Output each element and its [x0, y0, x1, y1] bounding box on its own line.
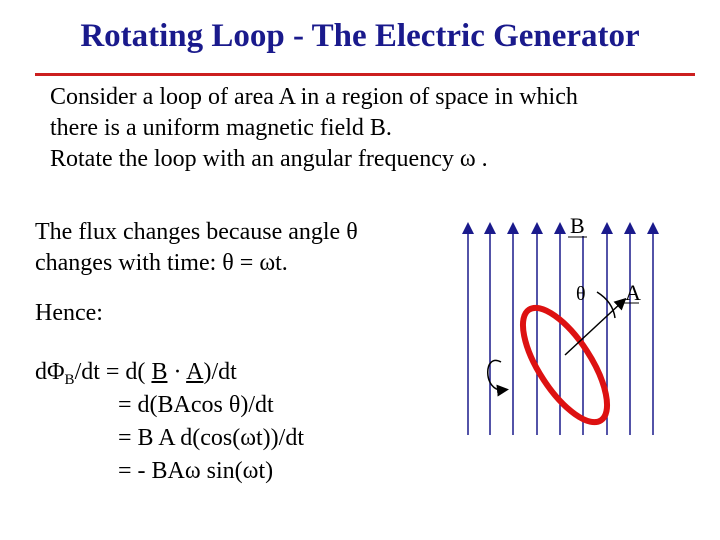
equation-line-4: = - BAω sin(ωt) [118, 458, 274, 484]
eq-vector-b: B [151, 359, 168, 385]
flux-explanation [35, 217, 358, 279]
hence-label: Hence: [35, 300, 103, 326]
intro-line: Consider a loop of area A in a region of space in which [50, 84, 578, 110]
b-field-label: B [570, 213, 585, 238]
eq-dot: · [167, 359, 187, 385]
flux-line: The flux changes because angle θ [35, 219, 358, 245]
theta-arc [597, 292, 615, 318]
intro-paragraph [50, 82, 578, 175]
equation-line-3: = B A d(cos(ωt))/dt [118, 425, 304, 451]
title-divider [35, 73, 695, 76]
eq-phi-subscript: B [64, 372, 75, 388]
eq-part: )/dt [203, 359, 237, 385]
intro-line: there is a uniform magnetic field B. [50, 115, 392, 141]
flux-derivation [35, 356, 304, 488]
eq-part: /dt = d( [74, 359, 152, 385]
eq-dphi: dΦ [35, 359, 65, 385]
intro-line: Rotate the loop with an angular frequency ω . [50, 146, 488, 172]
equation-line-2: = d(BAcos θ)/dt [118, 392, 274, 418]
theta-label: θ [576, 283, 586, 305]
area-vector-label: A [625, 280, 641, 305]
rotating-loop-diagram [455, 210, 685, 445]
current-loop [507, 295, 623, 434]
equation-line-1 [35, 356, 304, 389]
eq-vector-a: A [186, 359, 204, 385]
flux-line: changes with time: θ = ωt. [35, 250, 288, 276]
page-title: Rotating Loop - The Electric Generator [80, 18, 640, 54]
